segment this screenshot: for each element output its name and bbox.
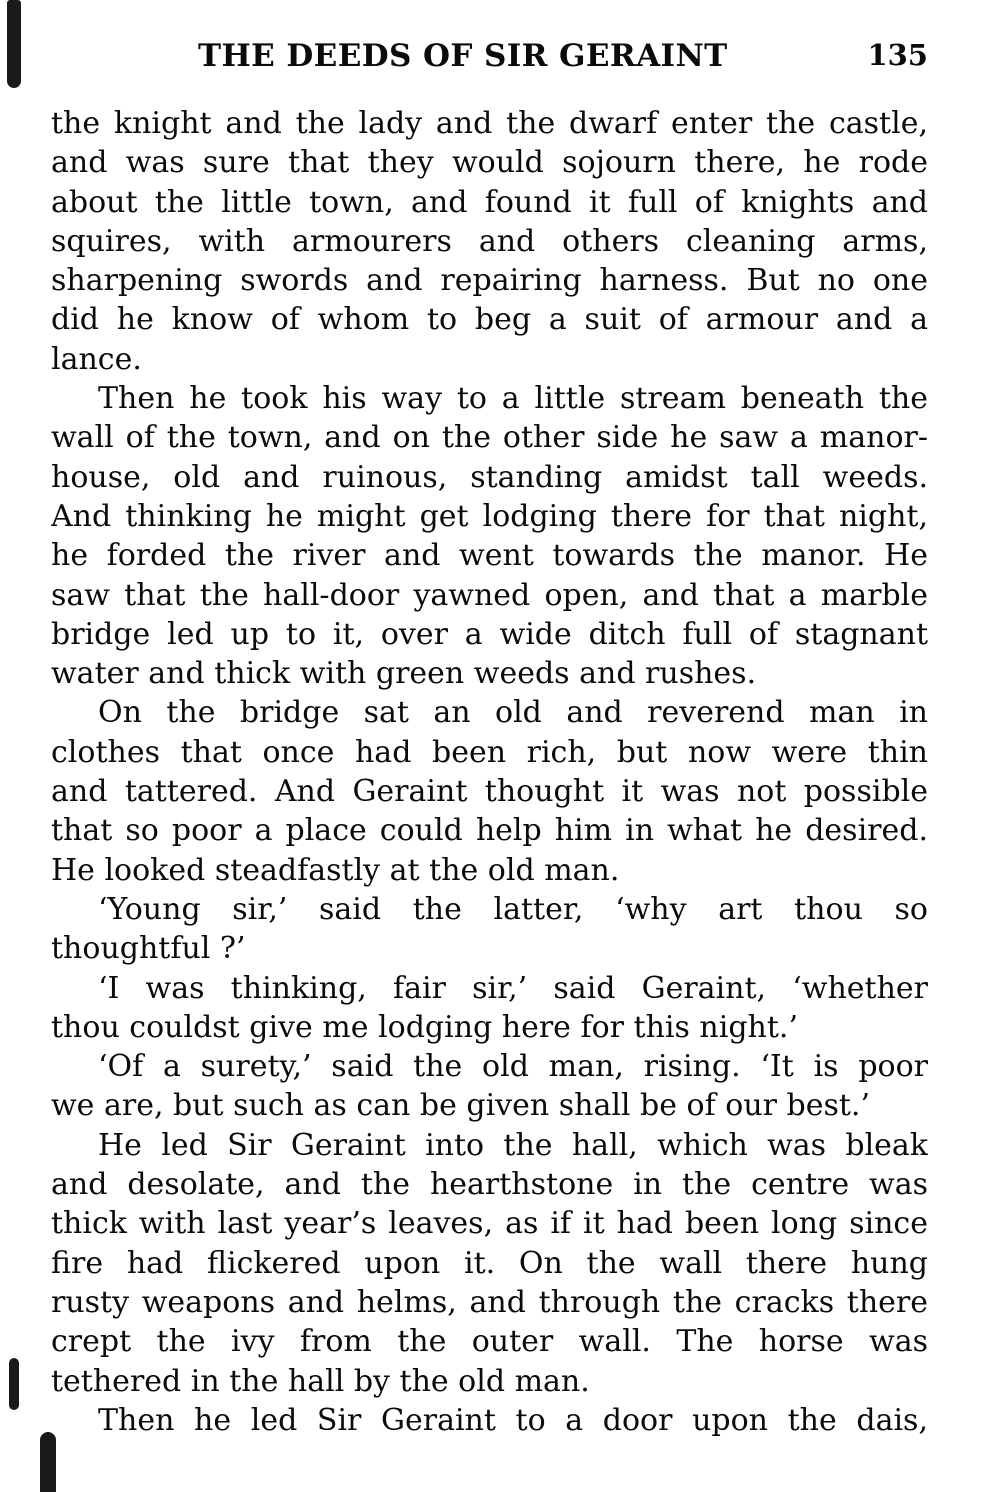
text-line: lance. <box>51 341 142 377</box>
text-line: that so poor a place could help him in what he desired. <box>51 813 928 849</box>
ink-bleed-mark <box>40 1432 56 1492</box>
text-line: did he know of whom to beg a suit of armour and a <box>51 302 928 338</box>
text-line: Then he led Sir Geraint to a door upon the dais, <box>98 1402 928 1438</box>
text-line: the knight and the lady and the dwarf enter the castle, <box>51 106 928 141</box>
text-line: about the little town, and found it full of knights and <box>51 184 928 220</box>
text-line: And thinking he might get lodging there for that night, <box>51 498 928 534</box>
body-text <box>51 104 928 1440</box>
text-line: On the bridge sat an old and reverend man in <box>98 695 928 731</box>
text-line: rusty weapons and helms, and through the cracks there <box>51 1284 928 1320</box>
text-line: and desolate, and the hearthstone in the centre was <box>51 1167 928 1203</box>
text-line: clothes that once had been rich, but now were thin <box>51 734 928 770</box>
text-line: ‘Young sir,’ said the latter, ‘why art thou so <box>98 891 928 927</box>
page-header <box>48 38 928 88</box>
ink-bleed-mark <box>9 1358 19 1410</box>
text-line: fire had flickered upon it. On the wall there hung <box>51 1245 928 1281</box>
text-line: Then he took his way to a little stream beneath the <box>98 381 928 417</box>
text-line: crept the ivy from the outer wall. The horse was <box>51 1324 928 1360</box>
text-line: wall of the town, and on the other side he saw a manor- <box>51 420 928 456</box>
ink-bleed-mark <box>7 0 21 88</box>
text-line: He looked steadfastly at the old man. <box>51 852 620 888</box>
text-line: saw that the hall-door yawned open, and that a marble <box>51 577 928 613</box>
text-line: and tattered. And Geraint thought it was not possible <box>51 774 928 810</box>
text-line: bridge led up to it, over a wide ditch full of stagnant <box>51 616 928 652</box>
text-line: ‘Of a surety,’ said the old man, rising. ‘It is poor <box>98 1049 928 1085</box>
text-line: thick with last year’s leaves, as if it had been long since <box>51 1206 928 1242</box>
text-line: He led Sir Geraint into the hall, which was bleak <box>98 1127 928 1163</box>
text-line: sharpening swords and repairing harness. But no one <box>51 263 928 299</box>
text-line: he forded the river and went towards the manor. He <box>51 538 928 574</box>
text-line: house, old and ruinous, standing amidst tall weeds. <box>51 459 928 495</box>
text-line: thoughtful ?’ <box>51 931 246 967</box>
text-line: ‘I was thinking, fair sir,’ said Geraint, ‘whether <box>98 970 928 1006</box>
text-line: tethered in the hall by the old man. <box>51 1363 590 1399</box>
running-title: THE DEEDS OF SIR GERAINT <box>198 38 728 74</box>
text-line: thou couldst give me lodging here for this night.’ <box>51 1009 798 1045</box>
text-line: and was sure that they would sojourn there, he rode <box>51 145 928 181</box>
page-number: 135 <box>867 38 928 72</box>
text-line: we are, but such as can be given shall be of our best.’ <box>51 1088 870 1124</box>
text-line: squires, with armourers and others cleaning arms, <box>51 223 928 259</box>
text-line: water and thick with green weeds and rushes. <box>51 656 757 692</box>
